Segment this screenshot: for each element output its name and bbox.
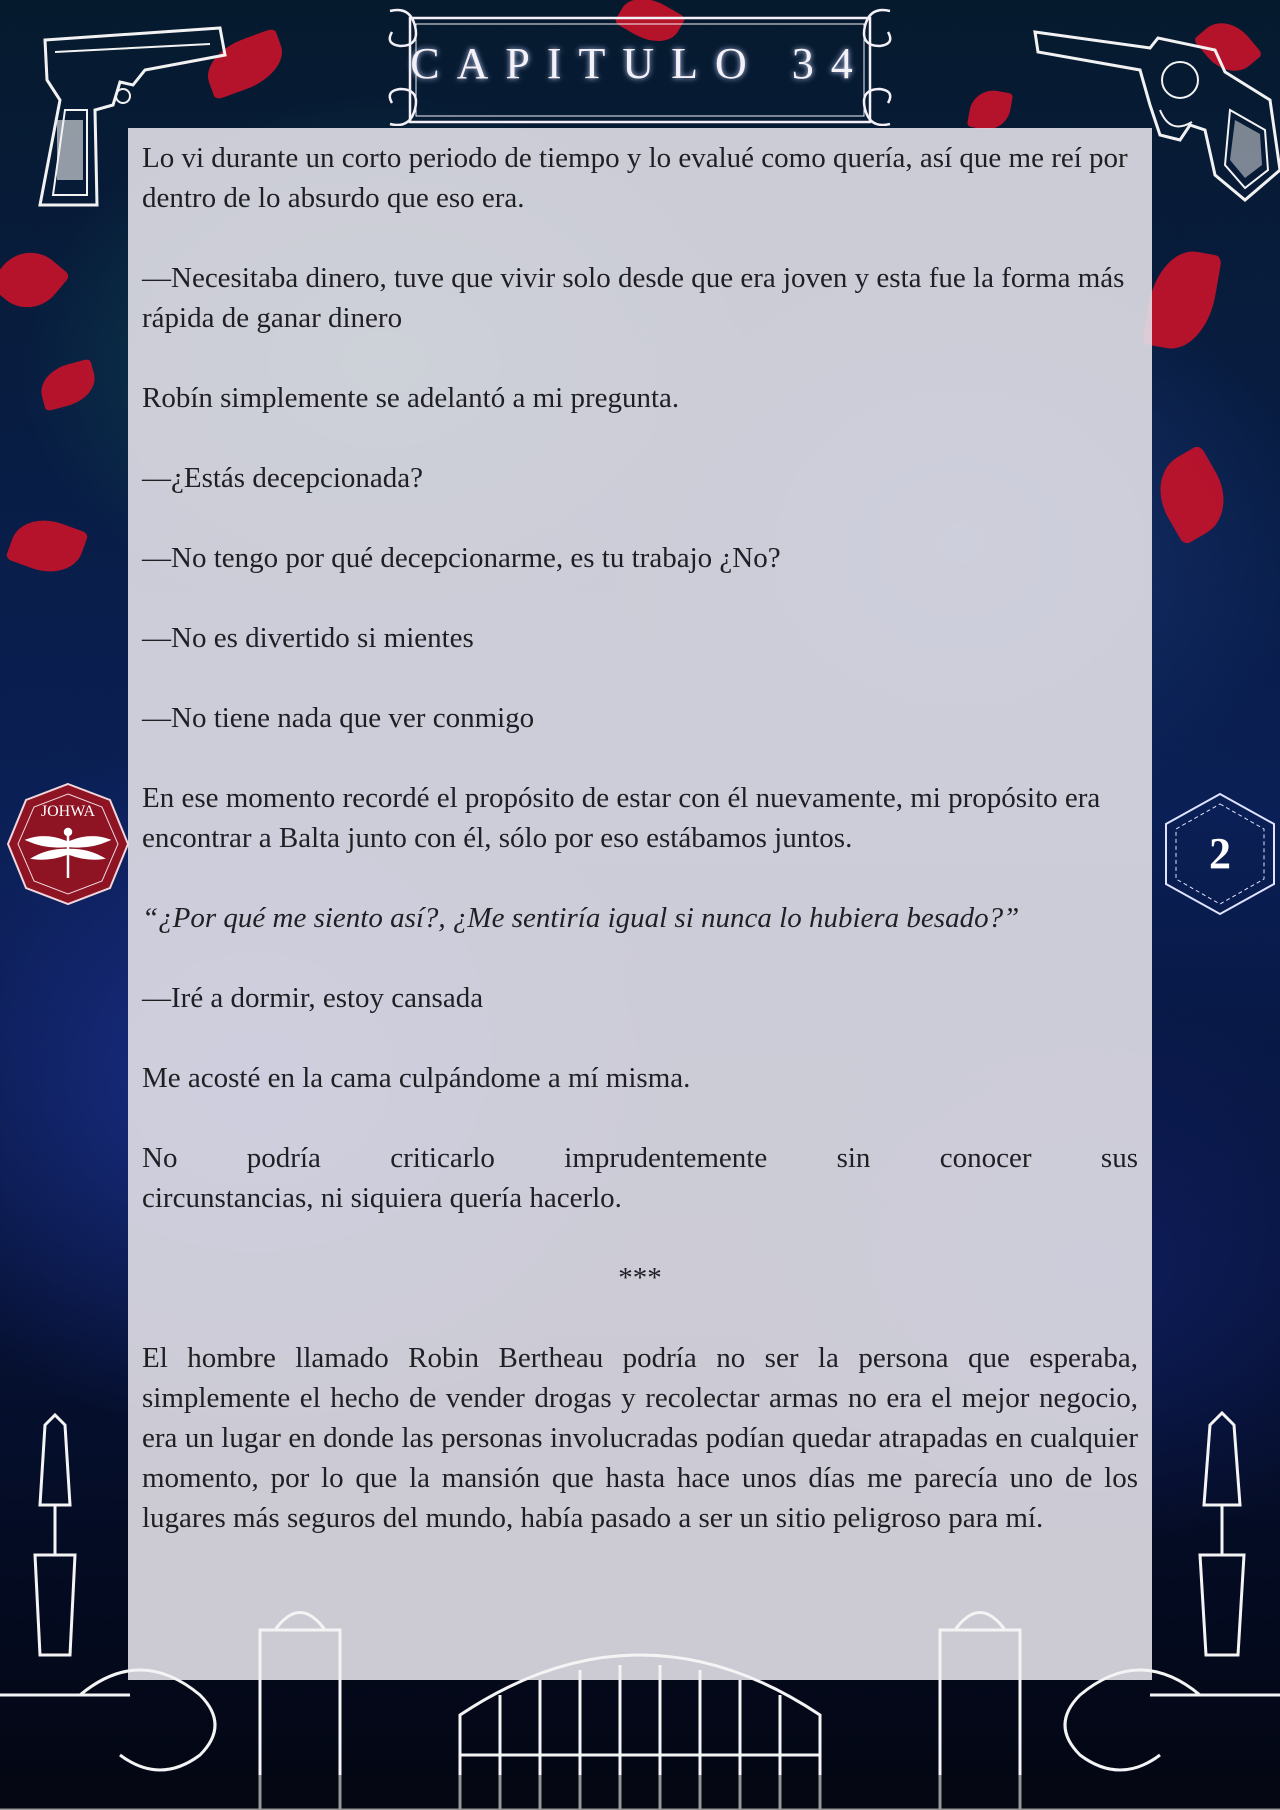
johwa-logo bbox=[6, 782, 130, 906]
petal bbox=[967, 87, 1013, 133]
paragraph: El hombre llamado Robin Bertheau podría no ser la persona que esperaba, simplemente el hecho de vender drogas y recolectar armas no era el mejor negocio, era un lugar en donde las personas involucradas podían quedar atrapadas en cualquier momento, por lo que la mansión que hasta hace unos días me parecía uno de los lugares más seguros del mundo, había pasado a ser un sitio peligroso para mí. bbox=[142, 1342, 1138, 1534]
paragraph: Robín simplemente se adelantó a mi pregunta. bbox=[142, 382, 680, 414]
paragraph: —No tengo por qué decepcionarme, es tu trabajo ¿No? bbox=[142, 542, 781, 574]
paragraph: Me acosté en la cama culpándome a mí misma. bbox=[142, 1062, 691, 1094]
chapter-text bbox=[142, 138, 1138, 1578]
paragraph-line: No podría criticarlo imprudentemente sin conocer sus bbox=[142, 1142, 1138, 1174]
paragraph: —¿Estás decepcionada? bbox=[142, 462, 423, 494]
petal bbox=[36, 358, 100, 411]
paragraph-line: circunstancias, ni siquiera quería hacerlo. bbox=[142, 1182, 622, 1214]
page-number-ornament bbox=[1156, 790, 1280, 918]
petal bbox=[5, 510, 89, 583]
petal bbox=[1142, 245, 1222, 355]
badge-label: JOHWA bbox=[40, 803, 96, 820]
petal bbox=[0, 238, 70, 321]
paragraph: Lo vi durante un corto periodo de tiempo y lo evalué como quería, así que me reí por dentro de lo absurdo que eso era. bbox=[142, 142, 1128, 214]
iron-gate-illustration bbox=[0, 1395, 1280, 1810]
paragraph: —Necesitaba dinero, tuve que vivir solo desde que era joven y esta fue la forma más rápida de ganar dinero bbox=[142, 262, 1125, 334]
scene-break: *** bbox=[618, 1262, 662, 1294]
petal bbox=[1144, 444, 1239, 545]
thought-paragraph: “¿Por qué me siento así?, ¿Me sentiría igual si nunca lo hubiera besado?” bbox=[142, 902, 1020, 934]
chapter-title: CAPITULO 34 bbox=[410, 39, 870, 88]
paragraph: —No tiene nada que ver conmigo bbox=[142, 702, 535, 734]
paragraph: —Iré a dormir, estoy cansada bbox=[142, 982, 484, 1014]
page-number: 2 bbox=[1209, 829, 1231, 878]
paragraph: —No es divertido si mientes bbox=[142, 622, 474, 654]
paragraph: En ese momento recordé el propósito de estar con él nuevamente, mi propósito era encontrar a Balta junto con él, sólo por eso estábamos juntos. bbox=[142, 782, 1101, 854]
